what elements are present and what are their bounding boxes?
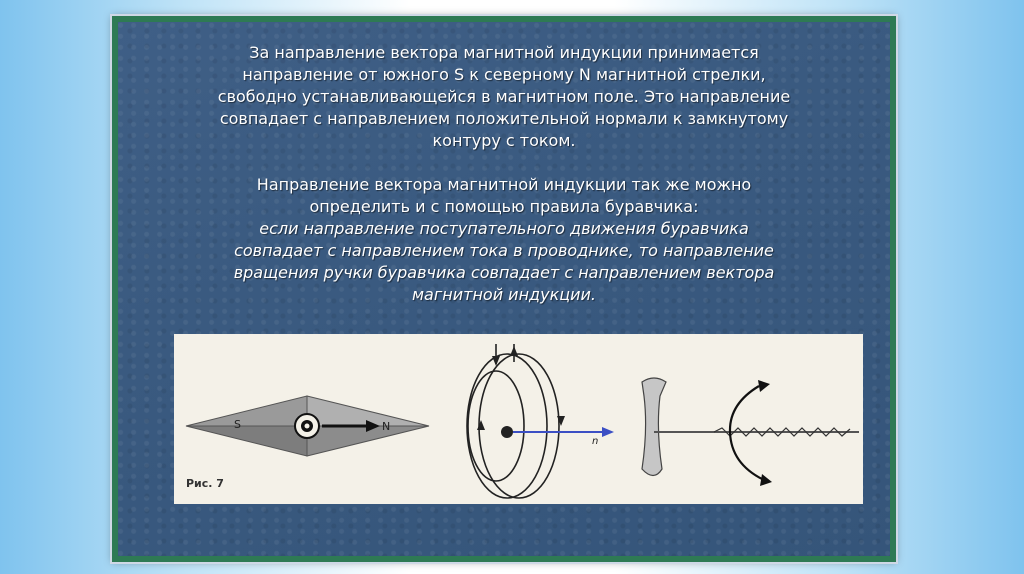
text-line: совпадает с направлением тока в проводнике, то направление	[234, 241, 774, 260]
slide-text	[158, 42, 850, 306]
figure-panel	[174, 334, 863, 504]
gimlet-rule	[158, 218, 850, 306]
current-loop	[467, 344, 565, 498]
compass-needle	[186, 396, 429, 456]
text-line: совпадает с направлением положительной нормали к замкнутому	[219, 109, 789, 128]
text-line: если направление поступательного движения буравчика	[259, 219, 749, 238]
paragraph-gimlet-intro	[158, 174, 850, 218]
normal-label: n	[592, 436, 599, 447]
text-line: свободно устанавливающейся в магнитном поле. Это направление	[217, 87, 791, 106]
text-line: Направление вектора магнитной индукции так же можно	[256, 175, 752, 194]
figure-caption: Рис. 7	[186, 477, 224, 490]
text-line: направление от южного S к северному N магнитной стрелки,	[242, 65, 766, 84]
text-line: магнитной индукции.	[411, 285, 597, 304]
text-line: контуру с током.	[432, 131, 576, 150]
figure-illustration	[174, 334, 863, 504]
gimlet	[642, 378, 859, 486]
text-line: За направление вектора магнитной индукции принимается	[249, 43, 759, 62]
text-line: вращения ручки буравчика совпадает с направлением вектора	[233, 263, 775, 282]
slide-frame	[112, 16, 896, 562]
text-line: определить и с помощью правила буравчика:	[309, 197, 699, 216]
compass-south-label: S	[234, 418, 241, 431]
compass-north-label: N	[382, 420, 391, 433]
paragraph-definition	[158, 42, 850, 152]
